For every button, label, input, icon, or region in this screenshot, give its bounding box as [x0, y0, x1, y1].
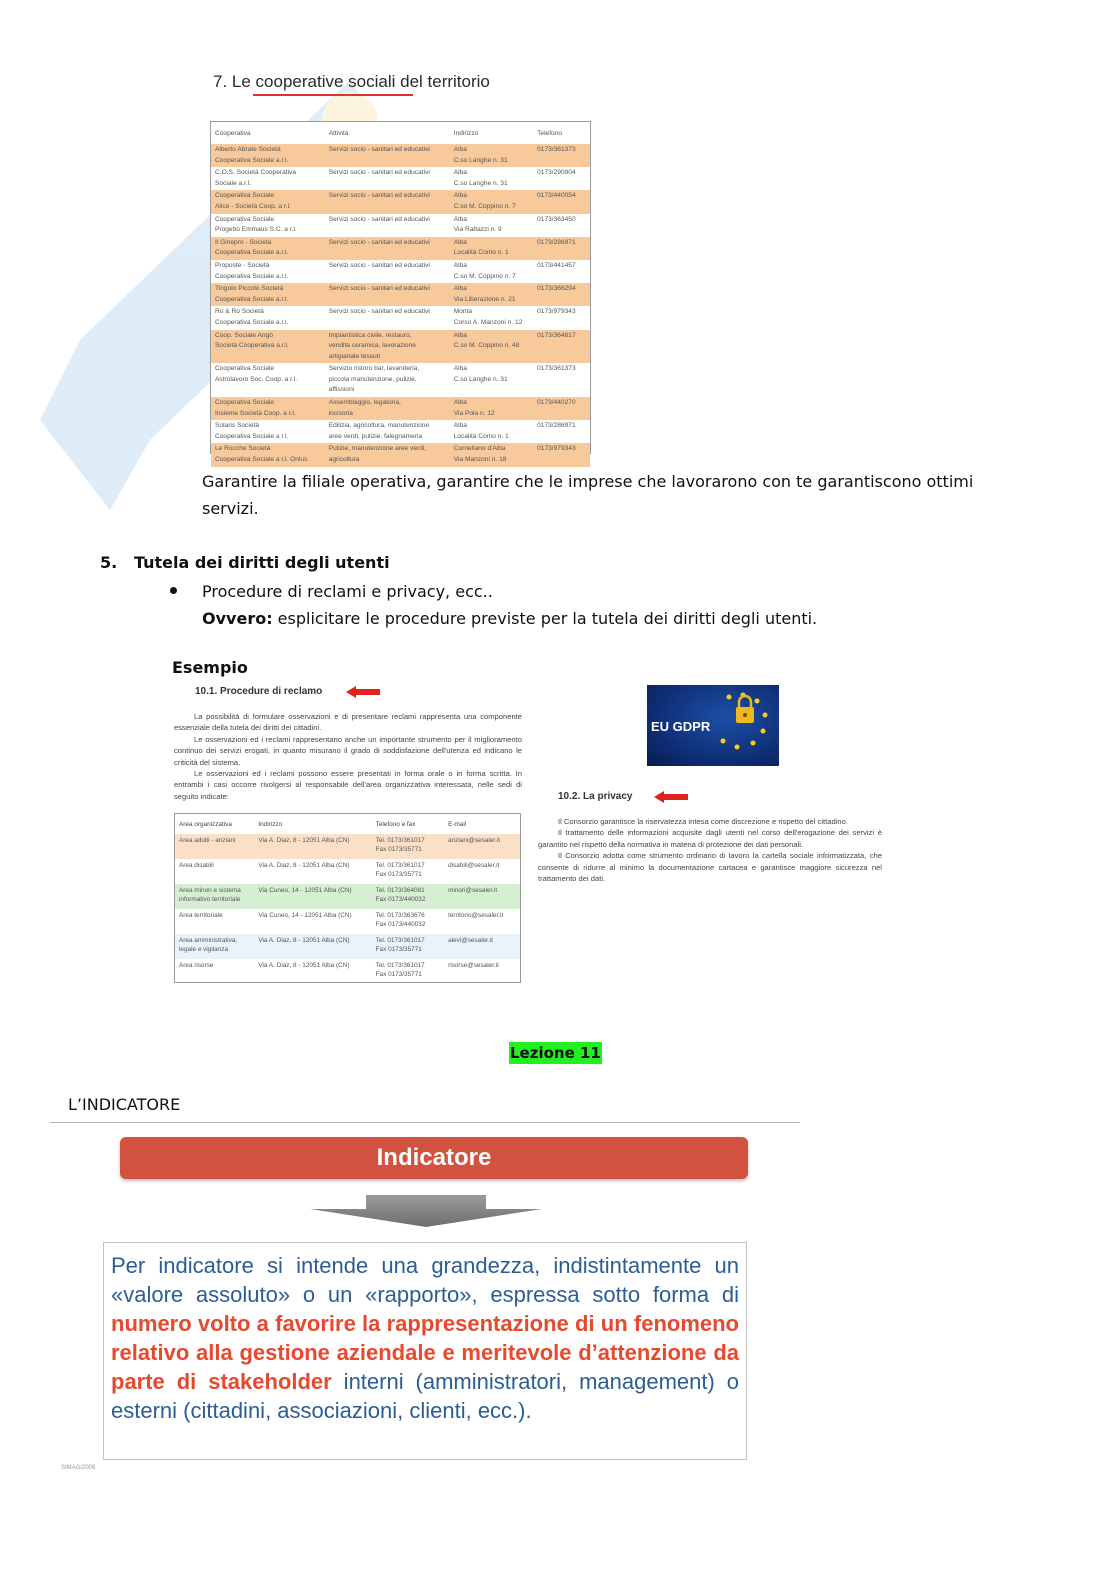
- cell-line: Servizi socio - sanitari ed educativi: [328, 285, 430, 293]
- cell-line: Alba: [453, 169, 467, 177]
- cell-line: Alba: [453, 238, 467, 246]
- cell-line: Tel. 0173/361017: [375, 862, 425, 869]
- definition-box: [103, 1242, 747, 1460]
- cell-line: risorse@sesaler.it: [448, 962, 499, 969]
- table-cell: [254, 859, 371, 884]
- cell-line: minori@sesaler.it: [448, 887, 498, 894]
- table-row: [175, 884, 520, 909]
- cell-line: 0173/286971: [537, 238, 576, 246]
- indicatore-heading: L’INDICATORE: [68, 1095, 181, 1114]
- cell-line: Coop. Sociale Angò: [215, 331, 273, 339]
- cell-line: Via Cuneo, 14 - 12051 Alba (CN): [258, 912, 352, 919]
- table-cell: [175, 909, 254, 934]
- table-cell: [533, 330, 590, 364]
- cell-line: Tingolo Piccolo Società: [215, 285, 284, 293]
- cell-line: Servizi socio - sanitari ed educativi: [328, 192, 430, 200]
- lesson-heading: Lezione 11: [510, 1044, 601, 1062]
- cell-line: 0173/440270: [537, 399, 576, 407]
- table-row: [211, 190, 590, 213]
- cell-line: territorio@sesaler.it: [448, 912, 504, 919]
- cell-line: Tel. 0173/364081: [375, 887, 425, 894]
- table-cell: [254, 834, 371, 859]
- definition-text: [111, 1251, 739, 1425]
- table-cell: [533, 283, 590, 306]
- cell-line: Servizi socio - sanitari ed educativi: [328, 261, 430, 269]
- table-cell: [211, 260, 325, 283]
- cell-line: piccola manutenzione, pulizie,: [328, 375, 417, 383]
- cell-line: Corso A. Manzoni n. 12: [453, 318, 523, 326]
- section-5-heading: [100, 549, 390, 576]
- table-header: Area organizzativa: [179, 820, 232, 828]
- cell-line: 0173/290904: [537, 169, 576, 177]
- cell-line: 0173/366294: [537, 285, 576, 293]
- table-cell: [211, 420, 325, 443]
- indicatore-banner-text: Indicatore: [376, 1144, 492, 1171]
- cell-line: Area amministrativa,: [179, 937, 238, 944]
- cell-line: Servizi socio - sanitari ed educativi: [328, 308, 430, 316]
- paragraph-garantire: Garantire la filiale operativa, garantire che le imprese che lavorarono con te garantiscono ottimi servizi.: [202, 472, 974, 518]
- cell-line: informativo territoriale: [179, 896, 241, 903]
- cell-line: Località Como n. 1: [453, 432, 509, 440]
- cell-line: Alba: [453, 285, 467, 293]
- table-cell: [325, 283, 450, 306]
- table-cell: [372, 909, 444, 934]
- cell-line: agricoltura: [328, 456, 360, 464]
- cell-line: 0173/979343: [537, 445, 576, 453]
- cell-line: Alba: [453, 331, 467, 339]
- table-cell: [175, 934, 254, 959]
- cell-line: C.so M. Coppino n. 48: [453, 342, 520, 350]
- table-row: [211, 397, 590, 420]
- table-cell: [533, 144, 590, 167]
- cell-line: Via A. Diaz, 8 - 12051 Alba (CN): [258, 937, 350, 944]
- table-row: [211, 443, 590, 466]
- coop-section-title: 7. Le cooperative sociali del territorio: [213, 72, 490, 91]
- cell-line: Cooperativa Sociale a.r.l.: [215, 272, 289, 280]
- cell-line: Servizi socio - sanitari ed educativi: [328, 169, 430, 177]
- cell-line: Alba: [453, 261, 467, 269]
- table-cell: [325, 214, 450, 237]
- definition-highlight: numero volto a favorire la rappresentazione di un fenomeno relativo alla gestione aziendale e meritevole d’attenzione da parte di stakeholder: [111, 1311, 739, 1394]
- table-cell: [211, 190, 325, 213]
- table-cell: [533, 167, 590, 190]
- table-row: [211, 167, 590, 190]
- cell-line: Via Pola n. 12: [453, 409, 495, 417]
- cell-line: Servizio ristoro bar, lavanderia,: [328, 365, 420, 373]
- cell-line: Area adulti - anziani: [179, 837, 236, 844]
- cell-line: 0173/286971: [537, 422, 576, 430]
- cell-line: Area disabili: [179, 862, 214, 869]
- cell-line: Località Como n. 1: [453, 249, 509, 257]
- cell-line: Fax 0173/35771: [375, 946, 422, 953]
- cell-line: Area risorse: [179, 962, 214, 969]
- ovvero-label: Ovvero:: [202, 609, 273, 628]
- cell-line: Tel. 0173/363676: [375, 912, 425, 919]
- table-cell: [254, 909, 371, 934]
- table-cell: [325, 443, 450, 466]
- cell-line: Via Liberazione n. 21: [453, 295, 516, 303]
- cell-line: Alice - Società Coop. a r.l.: [215, 202, 291, 210]
- cell-line: 0173/979343: [537, 308, 576, 316]
- table-cell: [211, 330, 325, 364]
- red-arrow-icon: [654, 791, 688, 803]
- table-cell: [211, 397, 325, 420]
- cell-line: C.O.S. Società Cooperativa: [215, 169, 296, 177]
- cell-line: alevi@sesaler.it: [448, 937, 493, 944]
- privacy-paragraph: Il Consorzio adotta come strumento ordinario di lavoro la cartella sociale informatizzata, che consente di ridurre al minimo la documentazione cartacea e garantisce maggiore sicurezza nel trattamento dei dati.: [538, 851, 882, 884]
- table-cell: [450, 420, 533, 443]
- cell-line: 0173/363450: [537, 215, 576, 223]
- gdpr-label: EU GDPR: [651, 719, 711, 734]
- cell-line: Il Ginepro - Società: [215, 238, 272, 246]
- table-cell: [254, 959, 371, 984]
- ovvero-line: [202, 605, 817, 632]
- table-cell: [325, 306, 450, 329]
- cell-line: Ro & Ro Società: [215, 308, 264, 316]
- cell-line: Cooperativa Sociale: [215, 365, 275, 373]
- table-header: Cooperativa: [215, 129, 251, 137]
- table-row: [211, 214, 590, 237]
- cell-line: disabili@sesaler.it: [448, 862, 500, 869]
- table-cell: [450, 283, 533, 306]
- table-header: Telefono: [537, 129, 563, 137]
- table-cell: [254, 884, 371, 909]
- cell-line: Alba: [453, 399, 467, 407]
- reclami-paragraph: La possibilità di formulare osservazioni e di presentare reclami rappresenta una componente essenziale della tutela dei diritti dei cittadini.: [174, 712, 522, 733]
- cell-line: C.so M. Coppino n. 7: [453, 202, 516, 210]
- cell-line: Corneliano d'Alba: [453, 445, 506, 453]
- cell-line: C.so Langhe n. 31: [453, 179, 508, 187]
- bullet-item: Procedure di reclami e privacy, ecc..: [202, 582, 493, 601]
- table-header: Telefono e fax: [375, 820, 416, 828]
- cell-line: artigianale tessuti: [328, 352, 381, 360]
- cell-line: Alba: [453, 365, 467, 373]
- table-cell: [533, 397, 590, 420]
- table-cell: [325, 167, 450, 190]
- cell-line: Cooperativa Sociale a r.l. Onlus: [215, 456, 308, 464]
- cooperative-table: [210, 121, 591, 464]
- cell-line: Via Cuneo, 14 - 12051 Alba (CN): [258, 887, 352, 894]
- cell-line: Fax 0173/35771: [375, 871, 422, 878]
- table-cell: [372, 934, 444, 959]
- cell-line: Cooperativa Sociale a r.l.: [215, 432, 289, 440]
- table-cell: [211, 167, 325, 190]
- cell-line: Progetto Emmaus S.C. a r.l.: [215, 226, 297, 234]
- table-cell: [450, 167, 533, 190]
- cell-line: Impiantistica civile, restauro,: [328, 331, 412, 339]
- table-cell: [211, 443, 325, 466]
- cell-line: C.so M. Coppino n. 7: [453, 272, 516, 280]
- cell-line: Fax 0173/440032: [375, 921, 426, 928]
- cell-line: 0173/440054: [537, 192, 576, 200]
- cell-line: Cooperativa Sociale a.r.l.: [215, 249, 289, 257]
- red-arrow-icon: [346, 686, 380, 698]
- cell-line: Via Rattazzi n. 9: [453, 226, 502, 234]
- cell-line: Le Rocche Società: [215, 445, 271, 453]
- cell-line: Servizi socio - sanitari ed educativi: [328, 215, 430, 223]
- table-row: [175, 909, 520, 934]
- cell-line: Fax 0173/35771: [375, 971, 422, 978]
- table-cell: [325, 330, 450, 364]
- cell-line: legale e vigilanza: [179, 946, 229, 953]
- cell-line: Alberto Abrate Società: [215, 146, 281, 153]
- cell-line: Tel. 0173/361017: [375, 937, 425, 944]
- table-cell: [325, 420, 450, 443]
- cell-line: Tel. 0173/361017: [375, 837, 425, 844]
- cell-line: Cooperativa Sociale a.r.l.: [215, 318, 289, 326]
- cell-line: Via Manzoni n. 18: [453, 456, 507, 464]
- cell-line: anziani@sesaler.it: [448, 837, 501, 844]
- cell-line: C.so Langhe n. 31: [453, 375, 508, 383]
- table-cell: [533, 190, 590, 213]
- cell-line: Cooperativa Sociale: [215, 215, 275, 223]
- table-cell: [211, 214, 325, 237]
- table-row: [211, 330, 590, 364]
- table-row: [211, 306, 590, 329]
- cell-line: Assemblaggio, legatoria,: [328, 399, 401, 407]
- table-cell: [450, 260, 533, 283]
- cell-line: Proposte - Società: [215, 261, 270, 269]
- cell-line: Astrolavoro Soc. Coop. a r.l.: [215, 375, 298, 383]
- privacy-paragraph: Il trattamento delle informazioni acquisite dagli utenti nel corso dell'erogazione dei servizi è garantito nel rispetto della normativa in materia di protezione dei dati personali.: [538, 828, 882, 849]
- cell-line: 0173/361373: [537, 365, 576, 373]
- table-cell: [175, 859, 254, 884]
- cell-line: Insieme Società Coop. a r.l.: [215, 409, 296, 417]
- areas-table: [174, 813, 521, 983]
- privacy-paragraph: Il Consorzio garantisce la riservatezza intesa come discrezione e rispetto del cittadino.: [558, 817, 848, 826]
- esempio-label: Esempio: [172, 658, 248, 677]
- table-cell: [175, 884, 254, 909]
- cell-line: Alba: [453, 422, 467, 430]
- cell-line: Monta: [453, 308, 473, 316]
- table-cell: [325, 190, 450, 213]
- cell-line: Pulizie, manutenzione aree verdi,: [328, 445, 427, 453]
- slide-footer: SIMAG/2008: [61, 1465, 96, 1471]
- cell-line: Alba: [453, 215, 467, 223]
- cell-line: Alba: [453, 192, 467, 200]
- cell-line: aree verdi, pulizie, falegnameria: [328, 432, 423, 440]
- table-cell: [211, 144, 325, 167]
- table-cell: [450, 443, 533, 466]
- table-cell: [211, 237, 325, 260]
- table-cell: [450, 330, 533, 364]
- table-cell: [450, 363, 533, 397]
- table-header: E-mail: [448, 820, 467, 828]
- table-cell: [175, 834, 254, 859]
- cell-line: Cooperativa Sociale a.r.l.: [215, 295, 289, 303]
- reclami-text: [174, 711, 522, 802]
- table-cell: [325, 237, 450, 260]
- cell-line: Via A. Diaz, 8 - 12051 Alba (CN): [258, 862, 350, 869]
- gdpr-image: [647, 685, 779, 766]
- cell-line: Fax 0173/35771: [375, 846, 422, 853]
- cell-line: Società Cooperativa a.r.l.: [215, 342, 289, 350]
- table-cell: [533, 260, 590, 283]
- table-cell: [325, 144, 450, 167]
- table-cell: [444, 834, 520, 859]
- table-cell: [533, 420, 590, 443]
- table-header: Indirizzo: [453, 129, 479, 137]
- cell-line: Via A. Diaz, 8 - 12051 Alba (CN): [258, 962, 350, 969]
- cell-line: C.so Langhe n. 31: [453, 156, 508, 164]
- reclami-paragraph: Le osservazioni ed i reclami possono essere presentati in forma orale o in forma scritta. In entrambi i casi occorre rivolgersi al responsabile dell'area organizzativa interessata, nelle sedi di seguito indicate:: [174, 769, 522, 801]
- table-cell: [254, 934, 371, 959]
- cell-line: Servizi socio - sanitari ed educativi: [328, 238, 430, 246]
- table-row: [211, 144, 590, 167]
- table-header: Indirizzo: [258, 820, 283, 828]
- table-cell: [372, 859, 444, 884]
- table-row: [211, 420, 590, 443]
- cell-line: Cooperativa Sociale: [215, 399, 275, 407]
- table-cell: [325, 397, 450, 420]
- table-row: [175, 959, 520, 984]
- table-cell: [444, 959, 520, 984]
- table-cell: [372, 834, 444, 859]
- privacy-title: 10.2. La privacy: [558, 791, 633, 802]
- ovvero-text: esplicitare le procedure previste per la tutela dei diritti degli utenti.: [272, 609, 818, 628]
- table-row: [175, 834, 520, 859]
- table-row: [211, 260, 590, 283]
- cell-line: Cooperativa Sociale a.r.l.: [215, 156, 289, 164]
- table-row: [211, 237, 590, 260]
- bullet-icon: [170, 587, 177, 594]
- table-cell: [450, 237, 533, 260]
- table-cell: [211, 283, 325, 306]
- cell-line: incisoria: [328, 409, 353, 417]
- cell-line: affissioni: [328, 386, 355, 394]
- table-cell: [450, 214, 533, 237]
- cell-line: Area minori e sistema: [179, 887, 241, 894]
- table-row: [211, 283, 590, 306]
- table-row: [175, 859, 520, 884]
- cell-line: Tel. 0173/361017: [375, 962, 425, 969]
- cell-line: Cooperativa Sociale: [215, 192, 275, 200]
- cell-line: Sociale a.r.l.: [215, 179, 251, 187]
- heading-rule: [50, 1122, 800, 1123]
- table-cell: [533, 443, 590, 466]
- table-cell: [211, 363, 325, 397]
- table-cell: [211, 306, 325, 329]
- definition-part: interni (amministratori, management) o esterni (cittadini, associazioni, clienti, ecc.).: [111, 1369, 739, 1423]
- table-cell: [444, 934, 520, 959]
- down-arrow-icon: [306, 1195, 546, 1227]
- definition-part: Per indicatore si intende una grandezza, indistintamente un «valore assoluto» o un «rapporto», espressa sotto forma di: [111, 1253, 739, 1307]
- section-number: 5.: [100, 553, 118, 572]
- table-cell: [533, 363, 590, 397]
- table-cell: [444, 909, 520, 934]
- table-cell: [533, 306, 590, 329]
- cell-line: Via A. Diaz, 8 - 12051 Alba (CN): [258, 837, 350, 844]
- table-cell: [325, 363, 450, 397]
- table-cell: [450, 306, 533, 329]
- reclami-title: 10.1. Procedure di reclamo: [195, 686, 323, 697]
- table-cell: [325, 260, 450, 283]
- table-cell: [450, 144, 533, 167]
- table-row: [175, 934, 520, 959]
- cell-line: vendita ceramica, lavorazione: [328, 342, 416, 350]
- table-cell: [372, 959, 444, 984]
- cell-line: Edilizia, agricoltura, manutenzione: [328, 422, 430, 430]
- cell-line: Area territoriale: [179, 912, 223, 919]
- privacy-text: [538, 816, 882, 884]
- table-cell: [533, 237, 590, 260]
- table-cell: [450, 190, 533, 213]
- table-header: Attività: [328, 129, 349, 137]
- cell-line: Solaris Società: [215, 422, 259, 430]
- table-cell: [175, 959, 254, 984]
- table-cell: [450, 397, 533, 420]
- cell-line: Alba: [453, 146, 467, 153]
- table-row: [211, 363, 590, 397]
- indicatore-banner: [120, 1137, 748, 1179]
- title-underline: [253, 94, 413, 96]
- cell-line: 0173/364617: [537, 331, 576, 339]
- table-cell: [444, 859, 520, 884]
- cell-line: 0173/361373: [537, 146, 576, 153]
- cell-line: Servizi socio - sanitari ed educativi: [328, 146, 430, 153]
- table-cell: [372, 884, 444, 909]
- reclami-paragraph: Le osservazioni ed i reclami rappresentano anche un importante strumento per il miglioramento continuo dei servizi erogati, in quanto misurano il grado di soddisfazione dell'utenza ed indicano le criticità del sistema.: [174, 734, 522, 767]
- table-cell: [533, 214, 590, 237]
- section-title: Tutela dei diritti degli utenti: [133, 553, 390, 572]
- cell-line: Fax 0173/440032: [375, 896, 426, 903]
- cell-line: 0173/441457: [537, 261, 576, 269]
- table-cell: [444, 884, 520, 909]
